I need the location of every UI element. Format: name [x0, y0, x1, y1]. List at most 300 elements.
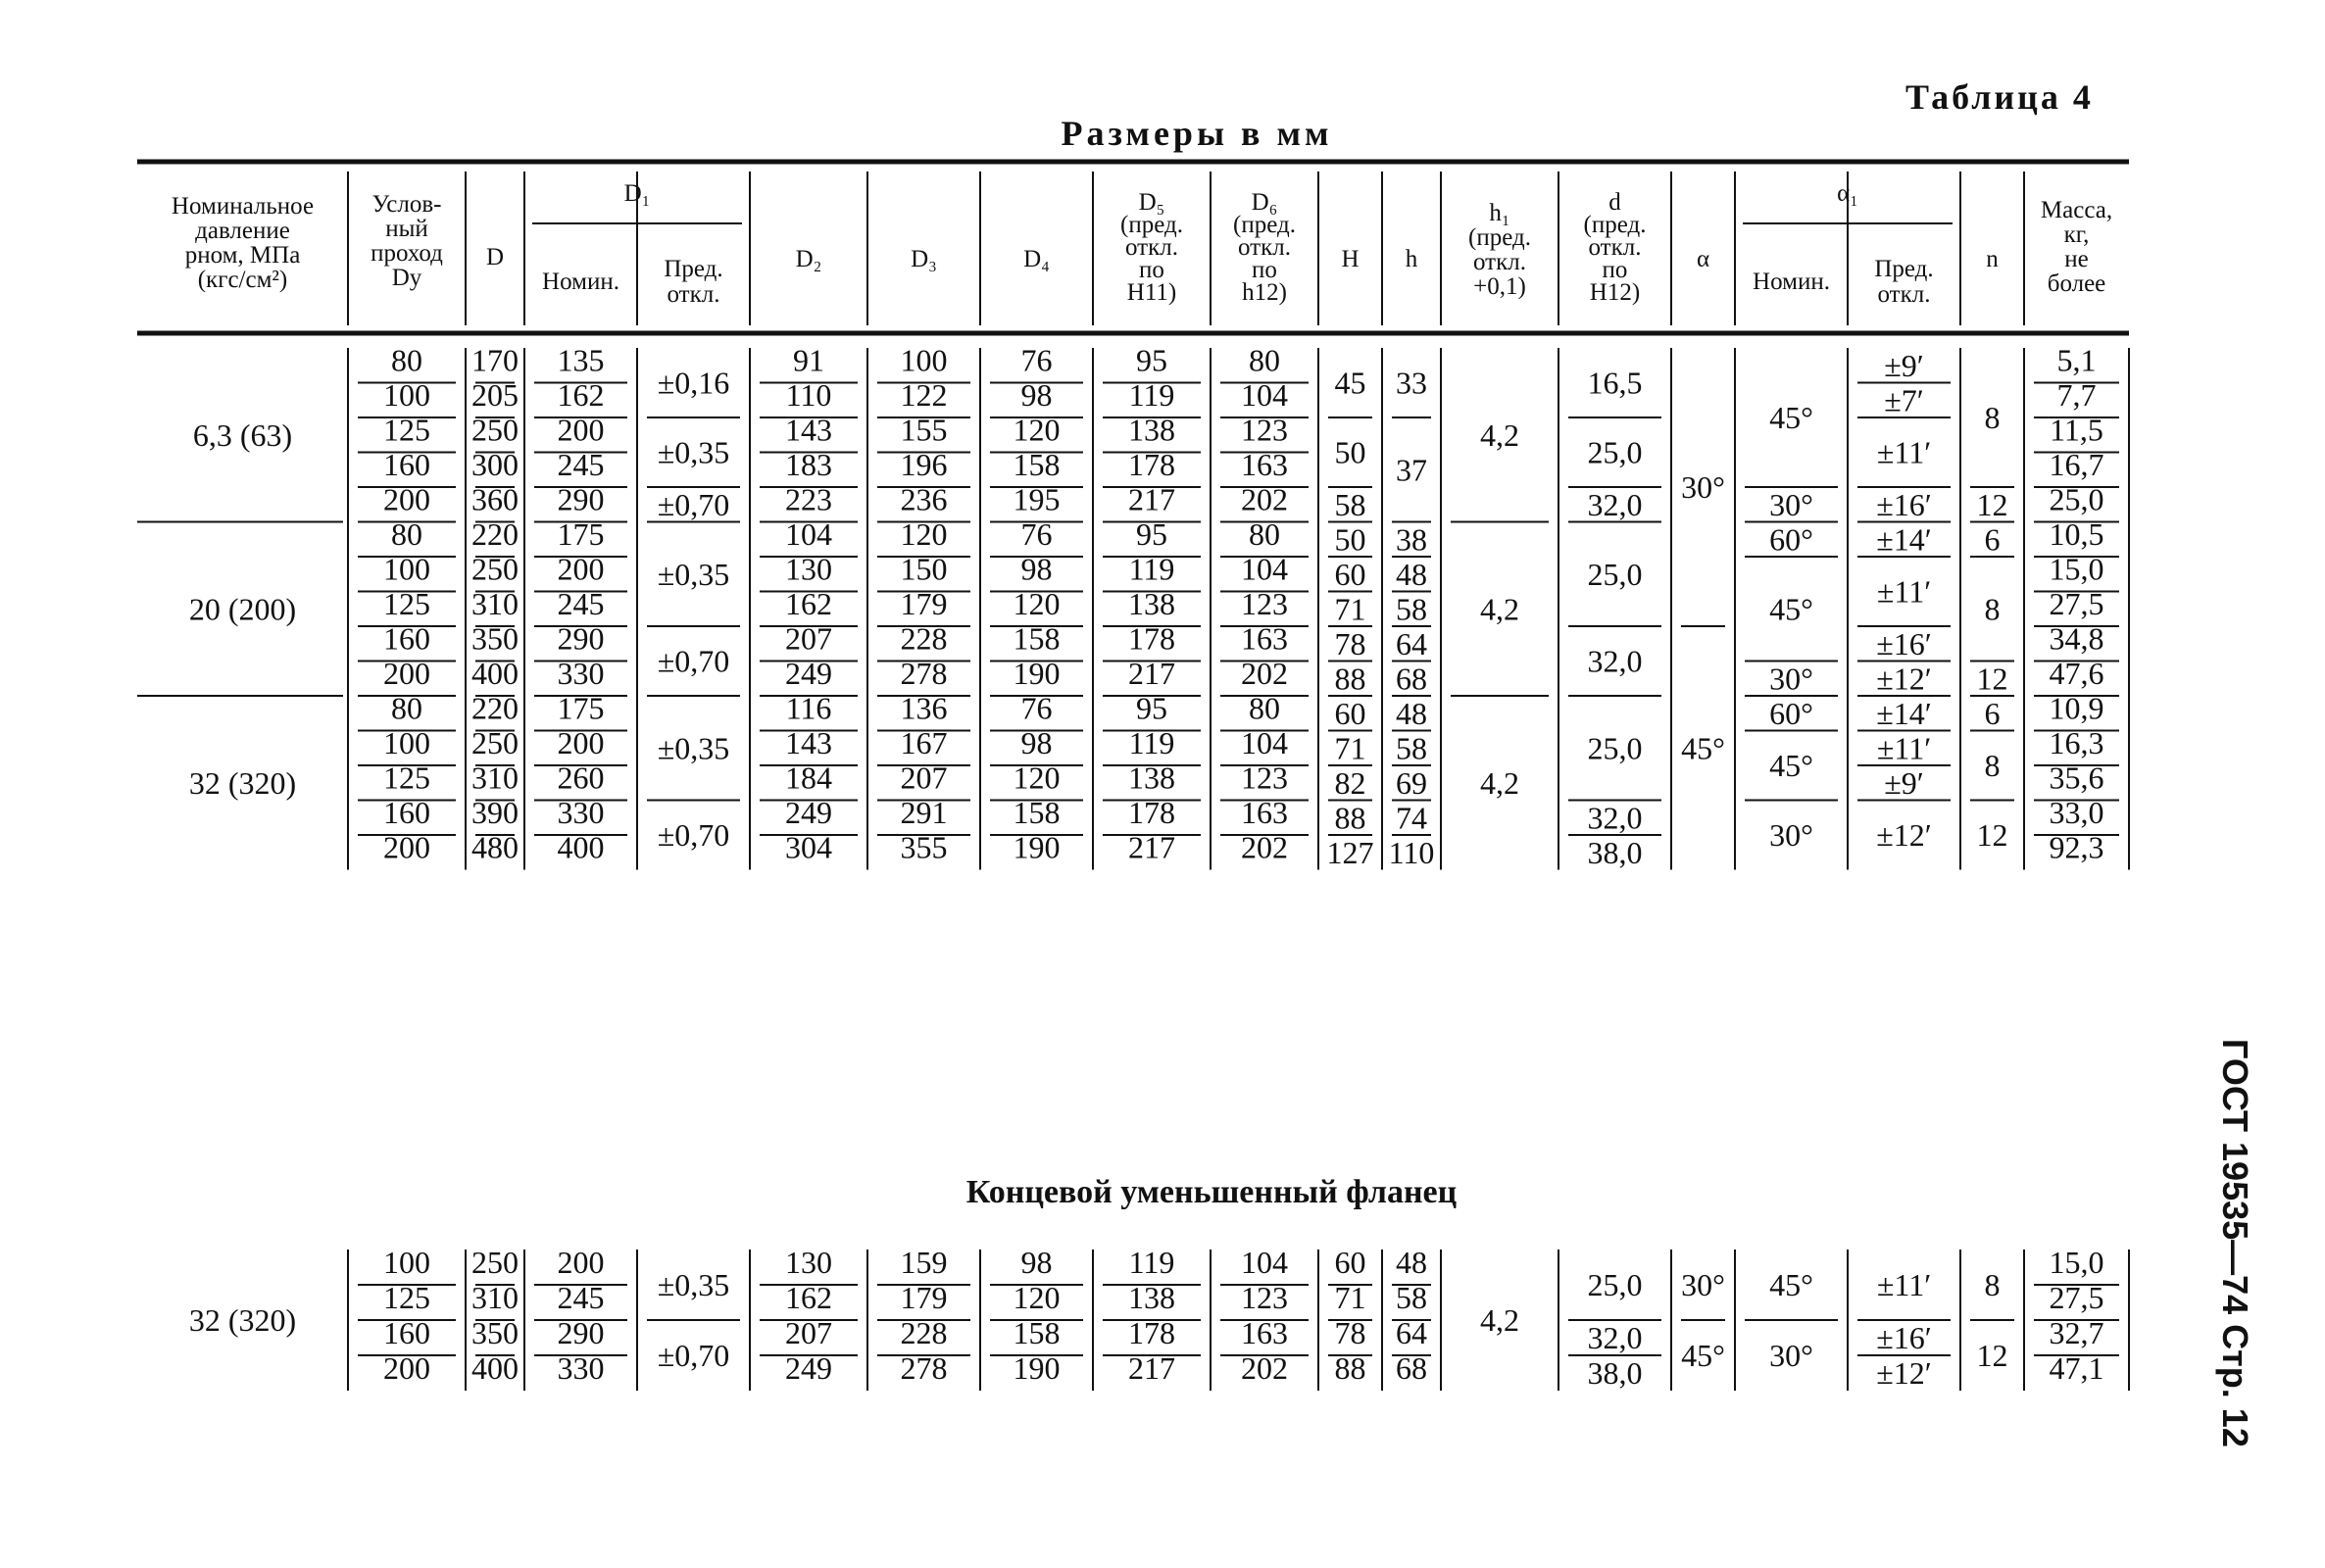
main-cell: 205	[471, 377, 519, 413]
reduced-cell: 200	[557, 1245, 605, 1280]
main-cell: 278	[900, 656, 948, 691]
header-d5: откл.	[1125, 234, 1178, 261]
main-span-cell: 60	[1334, 695, 1366, 731]
reduced-cell: 71	[1334, 1280, 1366, 1315]
reduced-span-cell: ±0,35	[657, 1267, 730, 1302]
main-span-cell: 71	[1334, 730, 1366, 766]
main-span-cell: 25,0	[1587, 730, 1643, 766]
main-cell: 170	[471, 342, 519, 378]
main-cell: 119	[1128, 377, 1175, 413]
header-h1: +0,1)	[1473, 273, 1526, 300]
main-span-cell: 82	[1334, 764, 1366, 801]
main-cell: 98	[1020, 551, 1053, 587]
header-alpha1-nominal: Номин.	[1753, 269, 1830, 295]
main-cell: 163	[1241, 620, 1288, 657]
main-cell: 150	[900, 551, 948, 587]
main-span-cell: 8	[1984, 591, 2001, 627]
reduced-cell: 15,0	[2049, 1245, 2104, 1280]
main-cell: 123	[1241, 586, 1288, 621]
main-span-cell: ±0,70	[657, 486, 730, 522]
header-mass: не	[2064, 246, 2089, 272]
reduced-cell: 310	[471, 1280, 519, 1315]
main-cell: 5,1	[2056, 342, 2097, 378]
main-cell: 162	[785, 586, 832, 621]
reduced-cell: 250	[471, 1245, 519, 1280]
main-span-cell: 50	[1334, 521, 1366, 558]
main-span-cell: 110	[1388, 834, 1435, 870]
main-span-cell: 45°	[1681, 730, 1725, 766]
main-cell: 158	[1013, 795, 1061, 830]
header-alpha: α	[1696, 246, 1710, 272]
header-d5: H11)	[1126, 279, 1177, 306]
main-cell: 163	[1241, 795, 1288, 830]
reduced-cell: 123	[1241, 1280, 1288, 1315]
main-span-cell: 45°	[1769, 400, 1813, 435]
header-d2: D₂	[795, 246, 822, 272]
reduced-cell: 290	[557, 1315, 605, 1350]
main-cell: 245	[557, 586, 605, 621]
main-cell: 350	[471, 620, 519, 657]
main-cell: 400	[471, 656, 519, 691]
reduced-pressure: 32 (320)	[188, 1302, 297, 1338]
main-cell: 76	[1020, 516, 1053, 552]
main-span-cell: 32,0	[1587, 800, 1643, 836]
header-d1-nominal: Номин.	[542, 269, 619, 295]
header-alpha1-deviation: Пред.	[1874, 256, 1934, 282]
main-span-cell: 58	[1334, 486, 1366, 522]
main-span-cell: ±12′	[1876, 817, 1932, 853]
main-span-cell: 8	[1984, 400, 2001, 435]
main-cell: 200	[557, 412, 605, 448]
main-cell: 104	[1241, 377, 1288, 413]
main-cell: 200	[557, 725, 605, 760]
reduced-cell: 278	[900, 1350, 948, 1386]
main-cell: 76	[1020, 342, 1053, 378]
reduced-cell: 400	[471, 1350, 519, 1386]
main-span-cell: 71	[1334, 591, 1366, 627]
main-span-cell: 32,0	[1587, 486, 1643, 522]
header-d6: h12)	[1242, 279, 1287, 306]
header-d5: D₅	[1138, 189, 1165, 216]
reduced-cell: 202	[1241, 1350, 1288, 1386]
header-d6: (пред.	[1233, 212, 1296, 238]
reduced-span-cell: ±11′	[1876, 1267, 1932, 1302]
main-cell: 245	[557, 447, 605, 482]
main-cell: 95	[1136, 342, 1167, 378]
main-span-cell: 88	[1334, 800, 1366, 836]
header-h1: (пред.	[1468, 224, 1531, 251]
header-dd: (пред.	[1583, 212, 1647, 238]
main-span-cell: 38	[1396, 521, 1427, 558]
reduced-cell: 48	[1396, 1245, 1427, 1280]
main-span-cell: ±11′	[1876, 573, 1932, 610]
main-cell: 220	[471, 516, 519, 552]
header-dy: ный	[385, 216, 428, 242]
reduced-span-cell: 30°	[1681, 1267, 1725, 1302]
main-cell: 104	[1241, 551, 1288, 587]
main-span-cell: 60°	[1769, 695, 1813, 731]
reduced-cell: 98	[1020, 1245, 1053, 1280]
main-h1: 4,2	[1480, 591, 1519, 627]
main-cell: 110	[785, 377, 832, 413]
header-d1-deviation: Пред.	[664, 256, 723, 282]
reduced-cell: 130	[785, 1245, 832, 1280]
main-cell: 390	[471, 795, 519, 830]
main-span-cell: 78	[1334, 625, 1366, 662]
reduced-span-cell: 25,0	[1587, 1267, 1643, 1302]
main-cell: 119	[1128, 725, 1175, 760]
main-span-cell: 33	[1396, 365, 1427, 401]
main-cell: 100	[383, 377, 430, 413]
table-caption: Размеры в мм	[1061, 114, 1333, 153]
reduced-cell: 159	[900, 1245, 948, 1280]
main-span-cell: 6	[1984, 695, 2001, 731]
main-cell: 260	[557, 760, 605, 796]
main-cell: 80	[1249, 690, 1280, 726]
header-dy: Услов-	[371, 191, 442, 218]
section-subtitle: Концевой уменьшенный фланец	[965, 1174, 1458, 1210]
reduced-cell: 207	[785, 1315, 832, 1350]
main-cell: 158	[1013, 447, 1061, 482]
reduced-cell: 100	[383, 1245, 430, 1280]
main-cell: 104	[1241, 725, 1288, 760]
reduced-cell: 60	[1334, 1245, 1366, 1280]
header-dd: d	[1608, 189, 1621, 216]
main-cell: 100	[383, 725, 430, 760]
main-cell: 178	[1128, 795, 1175, 830]
main-cell: 123	[1241, 412, 1288, 448]
main-cell: 123	[1241, 760, 1288, 796]
main-cell: 290	[557, 620, 605, 657]
main-span-cell: 48	[1396, 695, 1427, 731]
main-span-cell: ±11′	[1876, 730, 1932, 766]
main-cell: 25,0	[2049, 481, 2104, 517]
main-cell: 202	[1241, 829, 1288, 865]
reduced-cell: 88	[1334, 1350, 1366, 1386]
main-cell: 480	[471, 829, 519, 865]
main-cell: 360	[471, 481, 519, 517]
main-cell: 202	[1241, 481, 1288, 517]
main-span-cell: 30°	[1681, 469, 1725, 505]
main-cell: 160	[383, 620, 430, 657]
header-d: D	[485, 244, 505, 270]
main-h1: 4,2	[1480, 416, 1519, 453]
main-cell: 100	[900, 342, 948, 378]
header-d6: откл.	[1238, 234, 1291, 261]
main-cell: 200	[383, 829, 430, 865]
header-pressure: (кгс/см²)	[197, 267, 288, 293]
main-cell: 120	[900, 516, 948, 552]
reduced-cell: 27,5	[2049, 1280, 2104, 1315]
main-cell: 250	[471, 412, 519, 448]
header-dd: по	[1602, 257, 1628, 283]
reduced-cell: 47,1	[2049, 1350, 2104, 1386]
header-mass: кг,	[2063, 221, 2090, 248]
header-hh: H	[1341, 246, 1360, 272]
main-cell: 122	[900, 377, 948, 413]
main-span-cell: 64	[1396, 625, 1427, 662]
main-cell: 158	[1013, 620, 1061, 657]
header-pressure: давление	[195, 218, 290, 244]
main-cell: 184	[785, 760, 832, 796]
header-alpha1: α₁	[1837, 180, 1858, 207]
reduced-cell: 178	[1128, 1315, 1175, 1350]
main-cell: 304	[785, 829, 832, 865]
main-cell: 330	[557, 656, 605, 691]
reduced-cell: 64	[1396, 1315, 1427, 1350]
header-d6: D₆	[1251, 189, 1278, 216]
main-cell: 178	[1128, 447, 1175, 482]
main-cell: 202	[1241, 656, 1288, 691]
main-span-cell: 48	[1396, 556, 1427, 592]
header-h1: h₁	[1489, 200, 1510, 226]
main-span-cell: ±14′	[1876, 695, 1932, 731]
reduced-cell: 162	[785, 1280, 832, 1315]
reduced-cell: 228	[900, 1315, 948, 1350]
main-cell: 217	[1128, 656, 1175, 691]
reduced-span-cell: 8	[1984, 1267, 2001, 1302]
main-span-cell: 30°	[1769, 661, 1813, 697]
main-span-cell: ±12′	[1876, 661, 1932, 697]
header-h: h	[1405, 246, 1418, 272]
main-cell: 195	[1013, 481, 1061, 517]
main-cell: 155	[900, 412, 948, 448]
main-span-cell: 45°	[1769, 591, 1813, 627]
main-span-cell: ±9′	[1884, 764, 1924, 801]
reduced-cell: 78	[1334, 1315, 1366, 1350]
main-span-cell: ±9′	[1884, 347, 1924, 383]
main-span-cell: 127	[1326, 834, 1374, 870]
main-cell: 400	[557, 829, 605, 865]
main-cell: 130	[785, 551, 832, 587]
main-cell: 249	[785, 656, 832, 691]
main-cell: 27,5	[2049, 586, 2104, 621]
main-span-cell: 16,5	[1587, 365, 1643, 401]
main-cell: 207	[785, 620, 832, 657]
main-span-cell: 74	[1396, 800, 1427, 836]
main-span-cell: 45°	[1769, 748, 1813, 783]
main-cell: 355	[900, 829, 948, 865]
reduced-cell: 68	[1396, 1350, 1427, 1386]
main-cell: 98	[1020, 377, 1053, 413]
reduced-h1: 4,2	[1480, 1302, 1519, 1338]
main-cell: 35,6	[2049, 760, 2104, 796]
main-cell: 228	[900, 620, 948, 657]
main-cell: 16,3	[2049, 725, 2104, 760]
reduced-span-cell: 38,0	[1587, 1355, 1643, 1391]
main-cell: 80	[391, 690, 422, 726]
main-span-cell: 12	[1976, 486, 2008, 522]
main-cell: 290	[557, 481, 605, 517]
main-cell: 217	[1128, 481, 1175, 517]
main-cell: 249	[785, 795, 832, 830]
table-number: Таблица 4	[1905, 77, 2094, 117]
main-cell: 160	[383, 795, 430, 830]
main-cell: 143	[785, 412, 832, 448]
main-cell: 160	[383, 447, 430, 482]
main-cell: 11,5	[2050, 412, 2103, 448]
main-cell: 200	[383, 481, 430, 517]
header-d5: (пред.	[1120, 212, 1183, 238]
main-cell: 120	[1013, 586, 1061, 621]
main-cell: 236	[900, 481, 948, 517]
main-span-cell: 58	[1396, 730, 1427, 766]
main-cell: 183	[785, 447, 832, 482]
main-cell: 178	[1128, 620, 1175, 657]
main-cell: 190	[1013, 829, 1061, 865]
main-cell: 220	[471, 690, 519, 726]
main-span-cell: ±14′	[1876, 521, 1932, 558]
main-span-cell: 6	[1984, 521, 2001, 558]
main-cell: 104	[785, 516, 832, 552]
reduced-span-cell: 45°	[1681, 1338, 1725, 1373]
main-cell: 163	[1241, 447, 1288, 482]
main-cell: 175	[557, 516, 605, 552]
reduced-cell: 200	[383, 1350, 430, 1386]
main-h1: 4,2	[1480, 764, 1519, 801]
main-cell: 330	[557, 795, 605, 830]
main-cell: 80	[391, 342, 422, 378]
main-span-cell: 32,0	[1587, 643, 1643, 679]
header-mass: Масса,	[2040, 197, 2113, 223]
main-cell: 34,8	[2049, 620, 2104, 657]
header-n: n	[1986, 246, 1999, 272]
main-cell: 125	[383, 760, 430, 796]
main-cell: 291	[900, 795, 948, 830]
header-h1: откл.	[1473, 249, 1526, 275]
main-span-cell: 68	[1396, 661, 1427, 697]
main-cell: 300	[471, 447, 519, 482]
reduced-cell: 245	[557, 1280, 605, 1315]
main-cell: 92,3	[2049, 829, 2104, 865]
main-cell: 138	[1128, 586, 1175, 621]
header-d5: по	[1139, 257, 1164, 283]
main-cell: 143	[785, 725, 832, 760]
main-span-cell: 25,0	[1587, 434, 1643, 470]
main-cell: 310	[471, 760, 519, 796]
main-span-cell: 58	[1396, 591, 1427, 627]
main-cell: 162	[557, 377, 605, 413]
reduced-span-cell: 30°	[1769, 1338, 1813, 1373]
reduced-span-cell: 12	[1976, 1338, 2008, 1373]
main-span-cell: 69	[1396, 764, 1427, 801]
main-cell: 196	[900, 447, 948, 482]
main-cell: 136	[900, 690, 948, 726]
reduced-cell: 190	[1013, 1350, 1061, 1386]
main-cell: 91	[793, 342, 824, 378]
header-d1: D₁	[623, 180, 651, 207]
reduced-cell: 119	[1128, 1245, 1175, 1280]
main-span-cell: 60	[1334, 556, 1366, 592]
header-d4: D₄	[1023, 246, 1050, 272]
main-cell: 138	[1128, 412, 1175, 448]
main-cell: 223	[785, 481, 832, 517]
main-span-cell: 30°	[1769, 817, 1813, 853]
reduced-cell: 163	[1241, 1315, 1288, 1350]
header-dy: проход	[371, 240, 443, 267]
reduced-span-cell: ±0,70	[657, 1338, 730, 1373]
header-d3: D₃	[911, 246, 937, 272]
header-pressure: Номинальное	[171, 193, 315, 220]
main-span-cell: 38,0	[1587, 834, 1643, 870]
main-cell: 135	[557, 342, 605, 378]
main-span-cell: ±0,35	[657, 556, 730, 592]
main-span-cell: ±7′	[1884, 382, 1924, 418]
main-span-cell: 60°	[1769, 521, 1813, 558]
header-mass: более	[2047, 270, 2106, 297]
main-span-cell: 45	[1334, 365, 1366, 401]
header-alpha1-deviation: откл.	[1877, 281, 1931, 308]
header-d1-deviation: откл.	[667, 281, 720, 308]
main-cell: 310	[471, 586, 519, 621]
main-cell: 80	[391, 516, 422, 552]
main-span-cell: 88	[1334, 661, 1366, 697]
reduced-cell: 104	[1241, 1245, 1288, 1280]
main-cell: 10,5	[2049, 516, 2104, 552]
main-cell: 7,7	[2056, 377, 2097, 413]
reduced-span-cell: ±12′	[1876, 1355, 1932, 1391]
main-cell: 98	[1020, 725, 1053, 760]
header-dy: Dу	[391, 265, 422, 291]
main-cell: 116	[785, 690, 832, 726]
main-cell: 167	[900, 725, 948, 760]
main-cell: 33,0	[2049, 795, 2104, 830]
main-span-cell: ±0,70	[657, 817, 730, 853]
main-span-cell: 12	[1976, 661, 2008, 697]
main-cell: 217	[1128, 829, 1175, 865]
main-pressure: 32 (320)	[188, 764, 297, 801]
reduced-span-cell: 32,0	[1587, 1320, 1643, 1355]
main-cell: 15,0	[2049, 551, 2104, 587]
main-span-cell: ±11′	[1876, 434, 1932, 470]
main-cell: 16,7	[2049, 447, 2104, 482]
reduced-cell: 32,7	[2049, 1315, 2104, 1350]
main-cell: 76	[1020, 690, 1053, 726]
main-span-cell: 12	[1976, 817, 2008, 853]
header-pressure: pном, МПа	[184, 242, 301, 269]
main-cell: 138	[1128, 760, 1175, 796]
main-span-cell: ±0,35	[657, 730, 730, 766]
main-span-cell: 8	[1984, 748, 2001, 783]
reduced-cell: 160	[383, 1315, 430, 1350]
reduced-cell: 330	[557, 1350, 605, 1386]
main-span-cell: ±16′	[1876, 625, 1932, 662]
main-span-cell: 50	[1334, 434, 1366, 470]
reduced-cell: 350	[471, 1315, 519, 1350]
reduced-cell: 158	[1013, 1315, 1061, 1350]
header-dd: H12)	[1589, 279, 1641, 306]
main-cell: 80	[1249, 342, 1280, 378]
main-cell: 179	[900, 586, 948, 621]
main-cell: 207	[900, 760, 948, 796]
main-span-cell: 30°	[1769, 486, 1813, 522]
reduced-cell: 125	[383, 1280, 430, 1315]
main-cell: 10,9	[2049, 690, 2104, 726]
main-cell: 190	[1013, 656, 1061, 691]
reduced-cell: 58	[1396, 1280, 1427, 1315]
main-cell: 95	[1136, 690, 1167, 726]
main-span-cell: ±16′	[1876, 486, 1932, 522]
main-cell: 125	[383, 412, 430, 448]
header-dd: откл.	[1588, 234, 1642, 261]
main-cell: 125	[383, 586, 430, 621]
reduced-cell: 217	[1128, 1350, 1175, 1386]
main-cell: 120	[1013, 760, 1061, 796]
page-side-note: ГОСТ 19535—74 Стр. 12	[2215, 1039, 2255, 1447]
main-cell: 200	[557, 551, 605, 587]
main-cell: 119	[1128, 551, 1175, 587]
main-pressure: 6,3 (63)	[192, 416, 293, 453]
